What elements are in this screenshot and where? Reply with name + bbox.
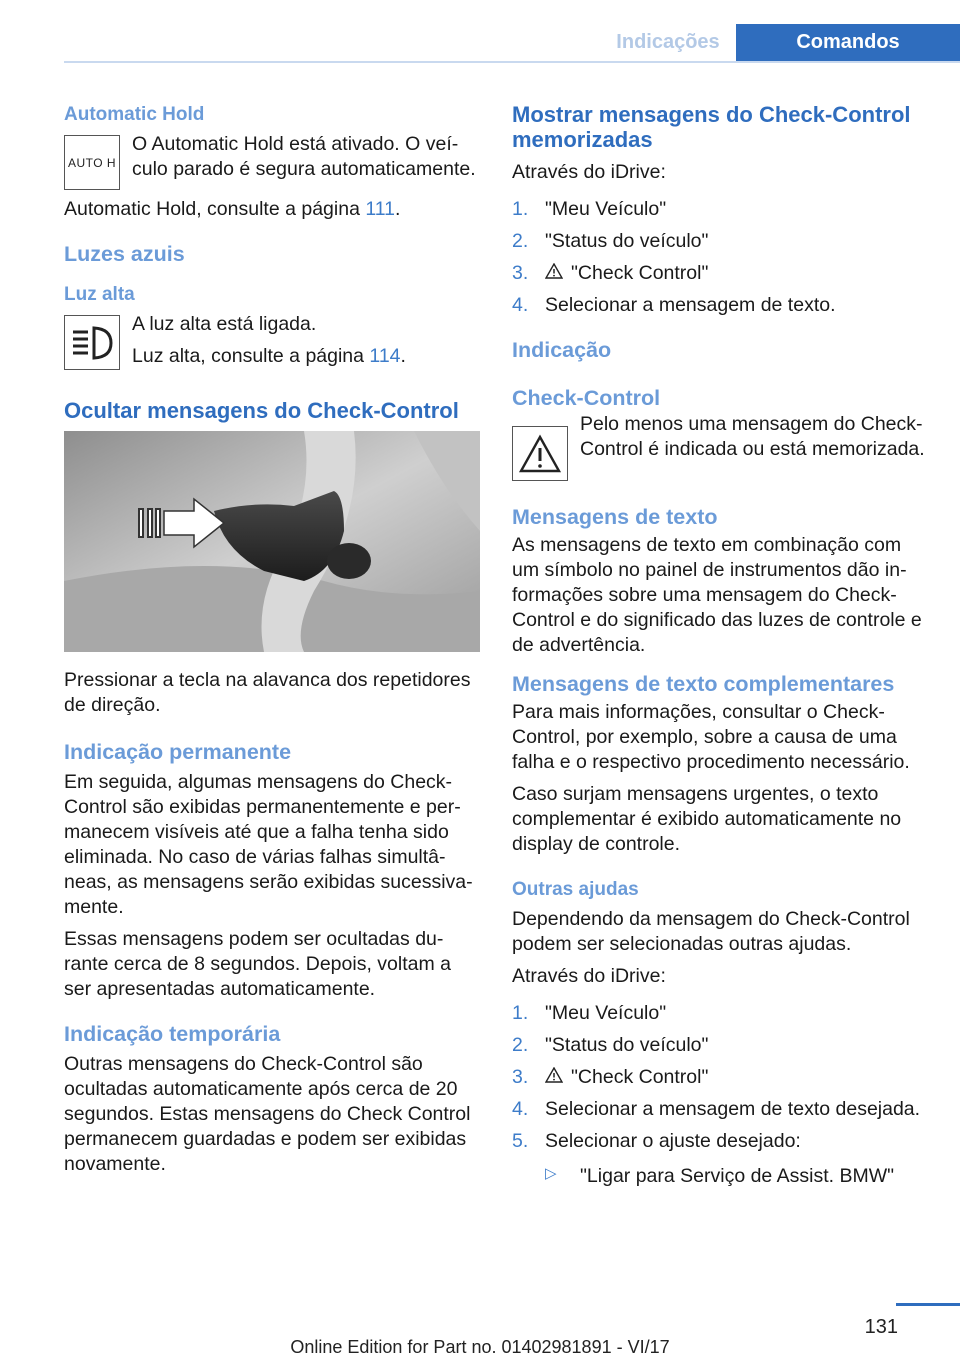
complementares-paragraph-1: Para mais informações, consultar o Check-Control, por exemplo, sobre a causa de uma falha e o respectivo procedimento necessário. [512, 701, 910, 773]
substep-text: "Ligar para Serviço de Assist. BMW" [580, 1165, 895, 1187]
list-item[interactable]: 4. Selecionar a mensagem de texto. [512, 294, 836, 316]
mensagens-texto-paragraph: As mensagens de texto em combinação com um símbolo no painel de instrumentos dão informações sobre uma mensagem do Check-Control e do significado das luzes de controle e de advertência. [512, 534, 922, 656]
edition-note: Online Edition for Part no. 01402981891 - VI/17 [290, 1337, 670, 1357]
permanente-paragraph-2: Essas mensagens podem ser ocultadas durante cerca de 8 segundos. Depois, voltam a ser apresentadas automaticamente. [64, 928, 451, 1000]
triangle-marker-icon: ▷ [545, 1165, 557, 1182]
tab-indicacoes[interactable]: Indicações [616, 31, 720, 53]
complementares-paragraph-2: Caso surjam mensagens urgentes, o texto complementar é exibido automaticamente no display de controle. [512, 783, 902, 855]
warning-triangle-icon [545, 1065, 571, 1090]
check-control-text: Pelo menos uma mensagem do Check-Control é indicada ou está memorizada. [580, 413, 925, 460]
substep-item[interactable] [545, 1164, 928, 1189]
list-item[interactable]: 3. "Check Control" [512, 1066, 709, 1088]
header-rule [64, 61, 960, 63]
warning-triangle-icon [545, 261, 571, 286]
check-control-heading: Check-Control [512, 386, 661, 410]
atraves-idrive-1: Através do iDrive: [512, 161, 666, 183]
mensagens-texto-heading: Mensagens de texto [512, 505, 718, 529]
list-item[interactable]: 2. "Status do veículo" [512, 1034, 709, 1056]
auto-hold-icon-label: AUTO H [67, 155, 117, 170]
indicacao-permanente-heading: Indicação permanente [64, 740, 292, 764]
pressionar-text: Pressionar a tecla na alavanca dos repetidores de direção. [64, 669, 471, 716]
list-item[interactable]: 2. "Status do veículo" [512, 230, 709, 252]
check-control-block [512, 412, 928, 481]
footer-rule [896, 1303, 960, 1306]
permanente-paragraph-1: Em seguida, algumas mensagens do Check-Control são exibidas permanentemente e permanecem visíveis até que a falha tenha sido eliminada. No caso de várias falhas simultâneas, as mensagens serão exibidas sucessivamente. [64, 771, 473, 918]
tab-comandos[interactable]: Comandos [736, 24, 960, 61]
page-number: 131 [864, 1316, 898, 1338]
atraves-idrive-2: Através do iDrive: [512, 965, 666, 987]
list-item[interactable]: 1. "Meu Veículo" [512, 1002, 667, 1024]
list-item[interactable]: 3. "Check Control" [512, 262, 709, 284]
mostrar-heading: Mostrar mensagens do Check-Control memorizadas [512, 102, 911, 152]
luz-alta-text: A luz alta está ligada. [132, 313, 317, 335]
indicacao-temporaria-heading: Indicação temporária [64, 1022, 281, 1046]
indicacao-heading: Indicação [512, 338, 612, 362]
outras-ajudas-paragraph: Dependendo da mensagem do Check-Control podem ser selecionadas outras ajudas. [512, 908, 910, 955]
warning-triangle-icon [512, 426, 568, 481]
luz-alta-reference: Luz alta, consulte a página 114. [132, 345, 406, 367]
temporaria-paragraph-1: Outras mensagens do Check-Control são ocultadas automaticamente após cerca de 20 segundos. Estas mensagens do Check Control permanecem guardadas e podem ser exibidas novamente. [64, 1053, 471, 1175]
auto-hold-heading: Automatic Hold [64, 104, 205, 125]
auto-hold-text: O Automatic Hold está ativado. O veículo parado é segura automaticamente. [132, 133, 476, 180]
steps-list-2 [512, 1001, 928, 1154]
list-item[interactable]: 4. Selecionar a mensagem de texto desejada. [512, 1098, 921, 1120]
luz-alta-block [64, 312, 480, 376]
right-column [512, 102, 928, 1189]
list-item[interactable]: 1. "Meu Veículo" [512, 198, 667, 220]
luzes-azuis-heading: Luzes azuis [64, 242, 185, 266]
auto-hold-reference: Automatic Hold, consulte a página 111. [64, 198, 401, 220]
list-item[interactable]: 5. Selecionar o ajuste desejado: [512, 1130, 801, 1152]
outras-ajudas-heading: Outras ajudas [512, 879, 639, 900]
luz-alta-page-link[interactable]: 114 [369, 345, 401, 367]
auto-hold-block [64, 132, 480, 190]
luz-alta-heading: Luz alta [64, 284, 135, 305]
high-beam-icon [64, 315, 120, 370]
left-column [64, 102, 480, 1184]
steps-list-1 [512, 197, 928, 318]
auto-hold-page-link[interactable]: 111 [365, 198, 395, 220]
complementares-heading: Mensagens de texto complementares [512, 672, 895, 696]
ocultar-heading: Ocultar mensagens do Check-Control [64, 398, 459, 423]
auto-hold-icon [64, 135, 120, 190]
turn-signal-lever-photo [64, 431, 480, 652]
